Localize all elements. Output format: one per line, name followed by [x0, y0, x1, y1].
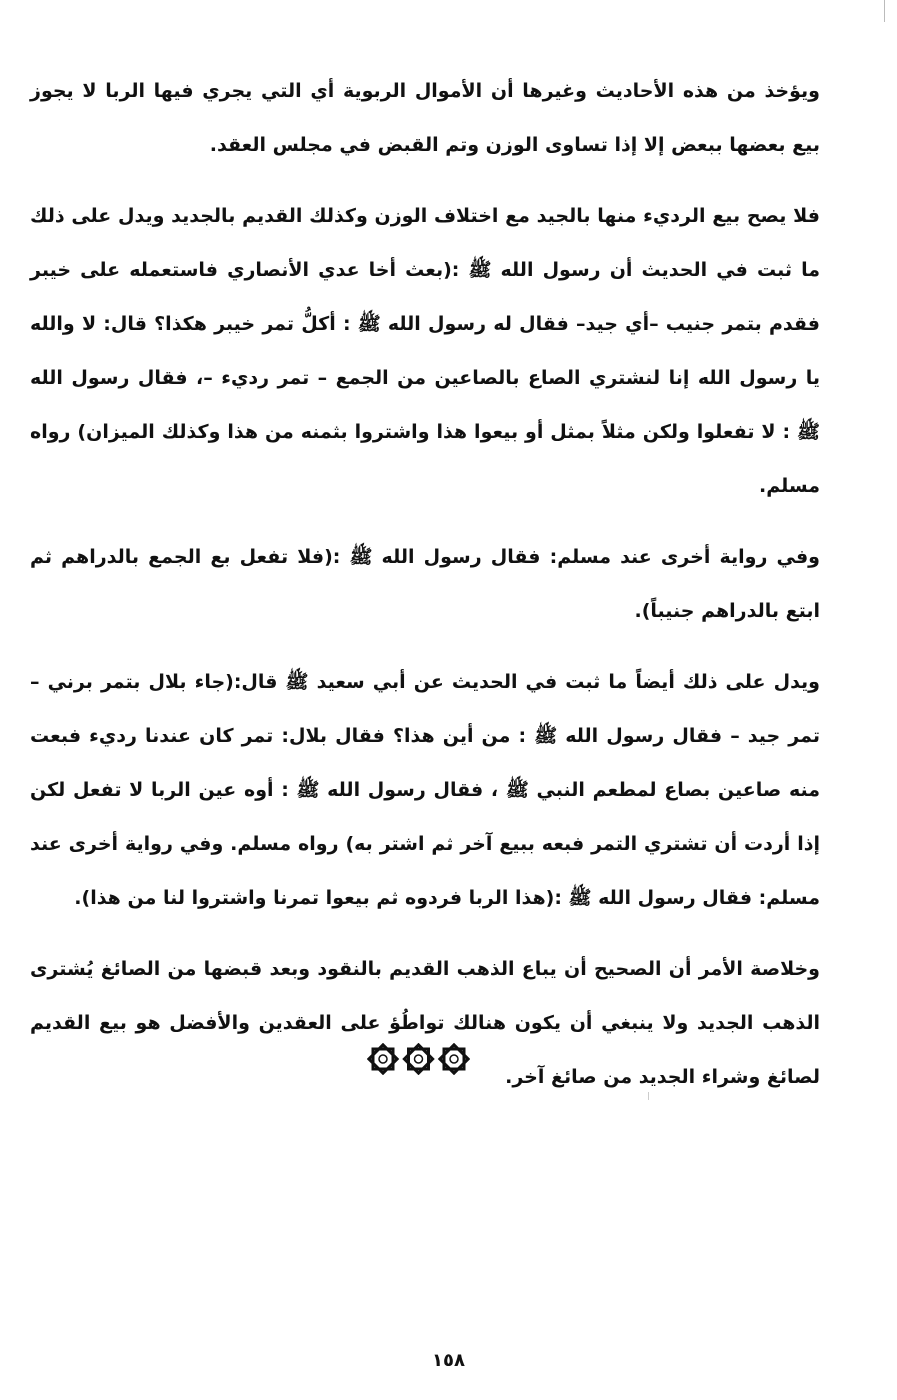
three-star-ornament-icon [367, 1043, 470, 1075]
scan-mark [884, 0, 885, 22]
paragraph-conclusion: وخلاصة الأمر أن الصحيح أن يباع الذهب القديم بالنقود وبعد قبضها من الصائغ يُشترى الذهب الجديد ولا ينبغي أن يكون هنالك تواطُؤ على العقدين والأفضل هو بيع القديم لصائغ وشراء الجديد من صائغ آخر. [30, 958, 820, 1088]
main-text [30, 64, 820, 1121]
paragraph-muslim-narration: وفي رواية أخرى عند مسلم: فقال رسول الله ﷺ :(فلا تفعل بع الجمع بالدراهم ثم ابتع بالدراهم جنيباً). [30, 546, 820, 622]
paragraph-ruling: ويؤخذ من هذه الأحاديث وغيرها أن الأموال الربوية أي التي يجري فيها الربا لا يجوز بيع بعضها ببعض إلا إذا تساوى الوزن وتم القبض في مجلس العقد. [30, 80, 820, 156]
paragraph-bilal-hadith: ويدل على ذلك أيضاً ما ثبت في الحديث عن أبي سعيد ﷺ قال:(جاء بلال بتمر برني – تمر جيد – فقال رسول الله ﷺ : من أين هذا؟ فقال بلال: تمر كان عندنا رديء فبعت منه صاعين بصاع لمطعم النبي ﷺ ، فقال رسول الله ﷺ : أوه عين الربا لا تفعل لكن إذا أردت أن تشتري التمر فبعه ببيع آخر ثم اشتر به) رواه مسلم. وفي رواية أخرى عند مسلم: فقال رسول الله ﷺ :(هذا الربا فردوه ثم بيعوا تمرنا واشتروا لنا من هذا). [30, 671, 820, 909]
page-number: ١٥٨ [432, 1350, 465, 1371]
paragraph-khaybar-hadith: فلا يصح بيع الرديء منها بالجيد مع اختلاف الوزن وكذلك القديم بالجديد ويدل على ذلك ما ثبت في الحديث أن رسول الله ﷺ :(بعث أخا عدي الأنصاري فاستعمله على خيبر فقدم بتمر جنيب –أي جيد– فقال له رسول الله ﷺ : أكلُّ تمر خيبر هكذا؟ قال: لا والله يا رسول الله إنا لنشتري الصاع بالصاعين من الجمع – تمر رديء –، فقال رسول الله ﷺ : لا تفعلوا ولكن مثلاً بمثل أو بيعوا هذا واشتروا بثمنه من هذا وكذلك الميزان) رواه مسلم. [30, 205, 820, 497]
